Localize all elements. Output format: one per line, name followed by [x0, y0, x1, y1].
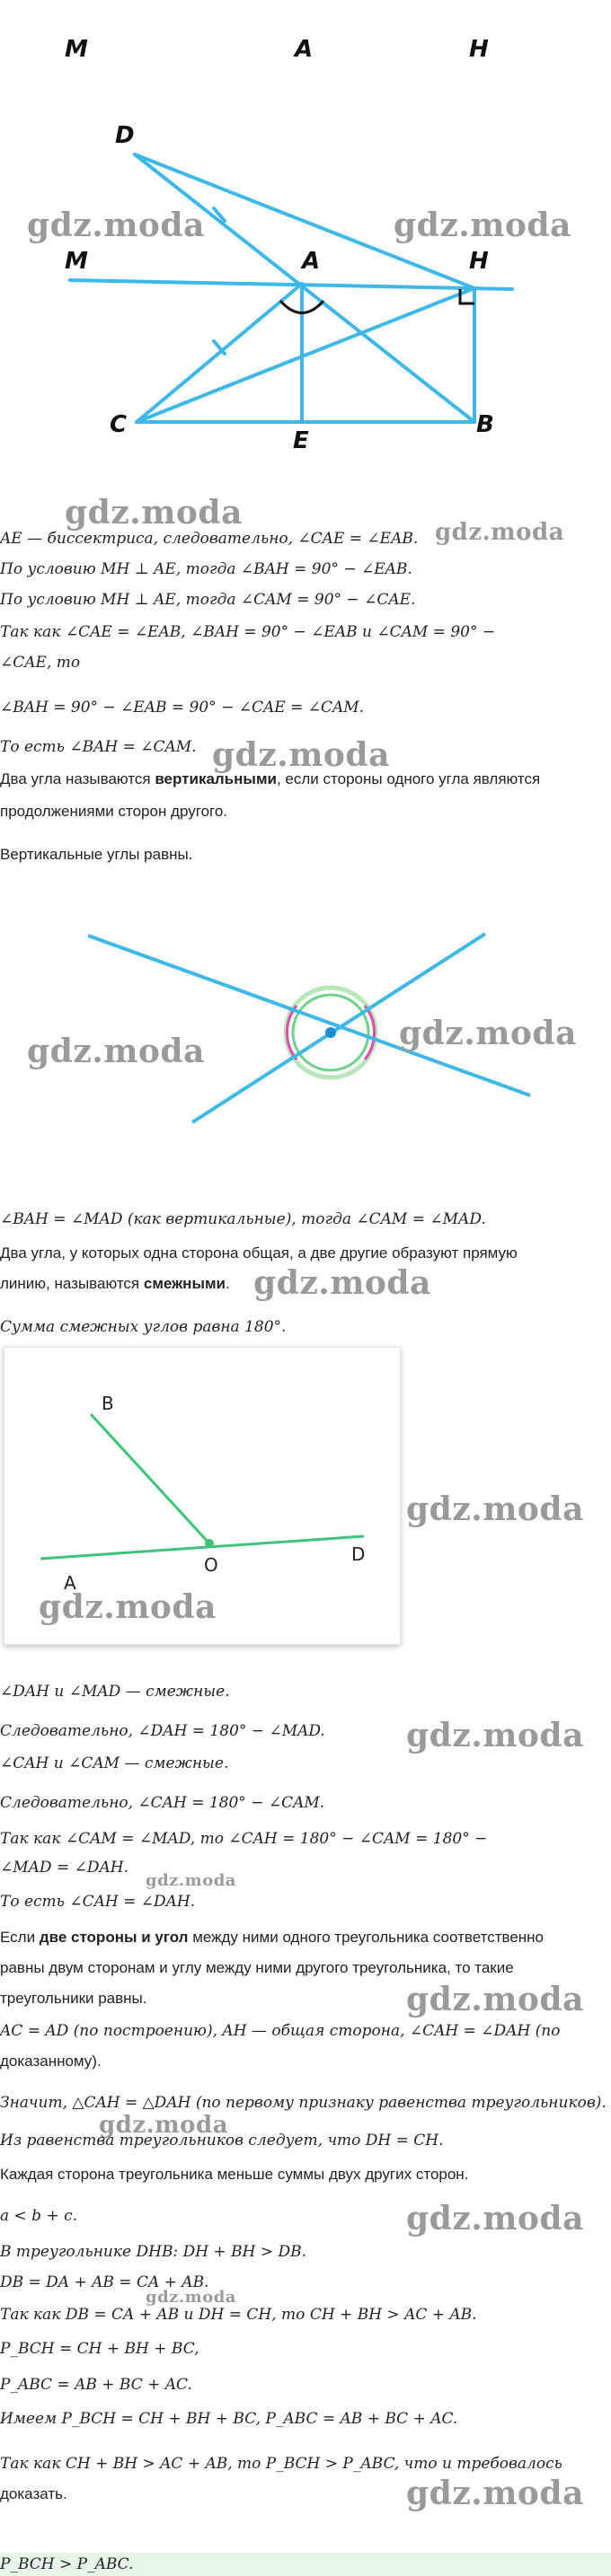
text-line: То есть ∠BAH = ∠CAM.	[0, 738, 197, 756]
text-line: Значит, △CAH = △DAH (по первому признаку равенства треугольников).	[0, 2094, 607, 2112]
line-mh	[70, 280, 512, 289]
segment-ca	[137, 284, 302, 422]
label-e: E	[293, 427, 309, 454]
vertex-point	[325, 1027, 336, 1038]
text-line: ∠DAH и ∠MAD — смежные.	[0, 1683, 230, 1701]
text-line: AC = AD (по построению), AH — общая сторона, ∠CAH = ∠DAH (по	[0, 2022, 561, 2040]
watermark: gdz.moda	[27, 207, 205, 244]
text-line: ∠CAH и ∠CAM — смежные.	[0, 1754, 229, 1772]
text-line: То есть ∠CAH = ∠DAH.	[0, 1893, 196, 1911]
label-d: D	[351, 1543, 366, 1565]
watermark: gdz.moda	[65, 494, 243, 532]
watermark: gdz.moda	[27, 1033, 205, 1070]
label-b: B	[102, 1393, 114, 1414]
definition-adjacent-angles: линию, называются смежными.	[0, 1275, 230, 1292]
figure-triangle	[0, 0, 611, 467]
text-line: треугольники равны.	[0, 1990, 147, 2007]
watermark: gdz.moda	[212, 736, 390, 774]
text-line: DB = DA + AB = CA + AB.	[0, 2273, 209, 2291]
text-line: По условию MH ⊥ AE, тогда ∠BAH = 90° − ∠EAB.	[0, 560, 412, 578]
answer-text: P_BCH > P_ABC.	[0, 2555, 134, 2573]
label-m: M	[65, 248, 88, 275]
text-line: ∠MAD = ∠DAH.	[0, 1859, 128, 1877]
ray-ad	[40, 1536, 364, 1559]
text-line: Два угла, у которых одна сторона общая, а две другие образуют прямую	[0, 1244, 518, 1262]
text-line: Каждая сторона треугольника меньше суммы двух других сторон.	[0, 2166, 469, 2183]
top-label-h: H	[469, 36, 489, 63]
watermark: gdz.moda	[406, 1717, 584, 1754]
text-line: Из равенства треугольников следует, что DH = CH.	[0, 2132, 444, 2150]
text-line: a < b + c.	[0, 2207, 78, 2225]
watermark: gdz.moda	[435, 519, 565, 546]
text-line: доказанному).	[0, 2053, 102, 2070]
segment-ch	[137, 288, 474, 422]
text-line: По условию MH ⊥ AE, тогда ∠CAM = 90° − ∠CAE.	[0, 591, 416, 609]
text-line: Так как ∠CAM = ∠MAD, то ∠CAH = 180° − ∠CAM = 180° −	[0, 1830, 488, 1848]
text-line: продолжениями сторон другого.	[0, 803, 228, 820]
label-c: C	[110, 411, 128, 438]
answer-box	[0, 2553, 611, 2576]
text-line: Следовательно, ∠DAH = 180° − ∠MAD.	[0, 1722, 325, 1740]
watermark: gdz.moda	[39, 1588, 217, 1626]
top-label-a: A	[295, 36, 314, 63]
label-a: A	[64, 1572, 76, 1594]
watermark: gdz.moda	[146, 1871, 236, 1890]
label-o: O	[204, 1554, 218, 1576]
watermark: gdz.moda	[146, 2288, 236, 2307]
text-line: Сумма смежных углов равна 180°.	[0, 1318, 287, 1336]
text-line: ∠BAH = 90° − ∠EAB = 90° − ∠CAE = ∠CAM.	[0, 699, 365, 717]
text-line: P_BCH = CH + BH + BC,	[0, 2340, 199, 2358]
text-line: Следовательно, ∠CAH = 180° − ∠CAM.	[0, 1794, 325, 1812]
watermark: gdz.moda	[406, 2200, 584, 2238]
label-h: H	[469, 248, 489, 275]
text-line: Имеем P_BCH = CH + BH + BC, P_ABC = AB + BC + AC.	[0, 2410, 458, 2428]
watermark: gdz.moda	[253, 1264, 431, 1302]
label-d: D	[115, 122, 135, 149]
text-line: AE — биссектриса, следовательно, ∠CAE = ∠EAB.	[0, 530, 419, 548]
text-line: В треугольнике DHB: DH + BH > DB.	[0, 2243, 306, 2261]
label-b: B	[476, 411, 494, 438]
text-line: Так как DB = CA + AB и DH = CH, то CH + BH > AC + AB.	[0, 2306, 477, 2324]
label-a: A	[302, 248, 321, 275]
watermark: gdz.moda	[406, 1490, 584, 1528]
text-line: Вертикальные углы равны.	[0, 846, 193, 863]
text-line: равны двум сторонам и углу между ними другого треугольника, то такие	[0, 1959, 514, 1976]
watermark: gdz.moda	[99, 2112, 229, 2139]
text-line: ∠BAH = ∠MAD (как вертикальные), тогда ∠CAM = ∠MAD.	[0, 1210, 486, 1228]
text-line: доказать.	[0, 2485, 67, 2502]
text-line: Так как ∠CAE = ∠EAB, ∠BAH = 90° − ∠EAB и ∠CAM = 90° −	[0, 623, 496, 641]
text-line: P_ABC = AB + BC + AC.	[0, 2376, 192, 2394]
watermark: gdz.moda	[406, 1981, 584, 2018]
watermark: gdz.moda	[406, 2475, 584, 2512]
theorem-sas: Если две стороны и угол между ними одного треугольника соответственно	[0, 1929, 545, 1946]
text-line: ∠CAE, то	[0, 654, 81, 672]
watermark: gdz.moda	[394, 207, 571, 244]
adjacent-angles-figure	[4, 1347, 401, 1645]
definition-vertical-angles: Два угла называются вертикальными, если стороны одного угла являются	[0, 770, 541, 787]
ray-ob	[91, 1414, 209, 1543]
text-line: Так как CH + BH > AC + AB, то P_BCH > P_ABC, что и требовалось	[0, 2455, 562, 2473]
point-o	[205, 1539, 214, 1548]
top-label-m: M	[65, 36, 88, 63]
watermark: gdz.moda	[399, 1015, 577, 1052]
